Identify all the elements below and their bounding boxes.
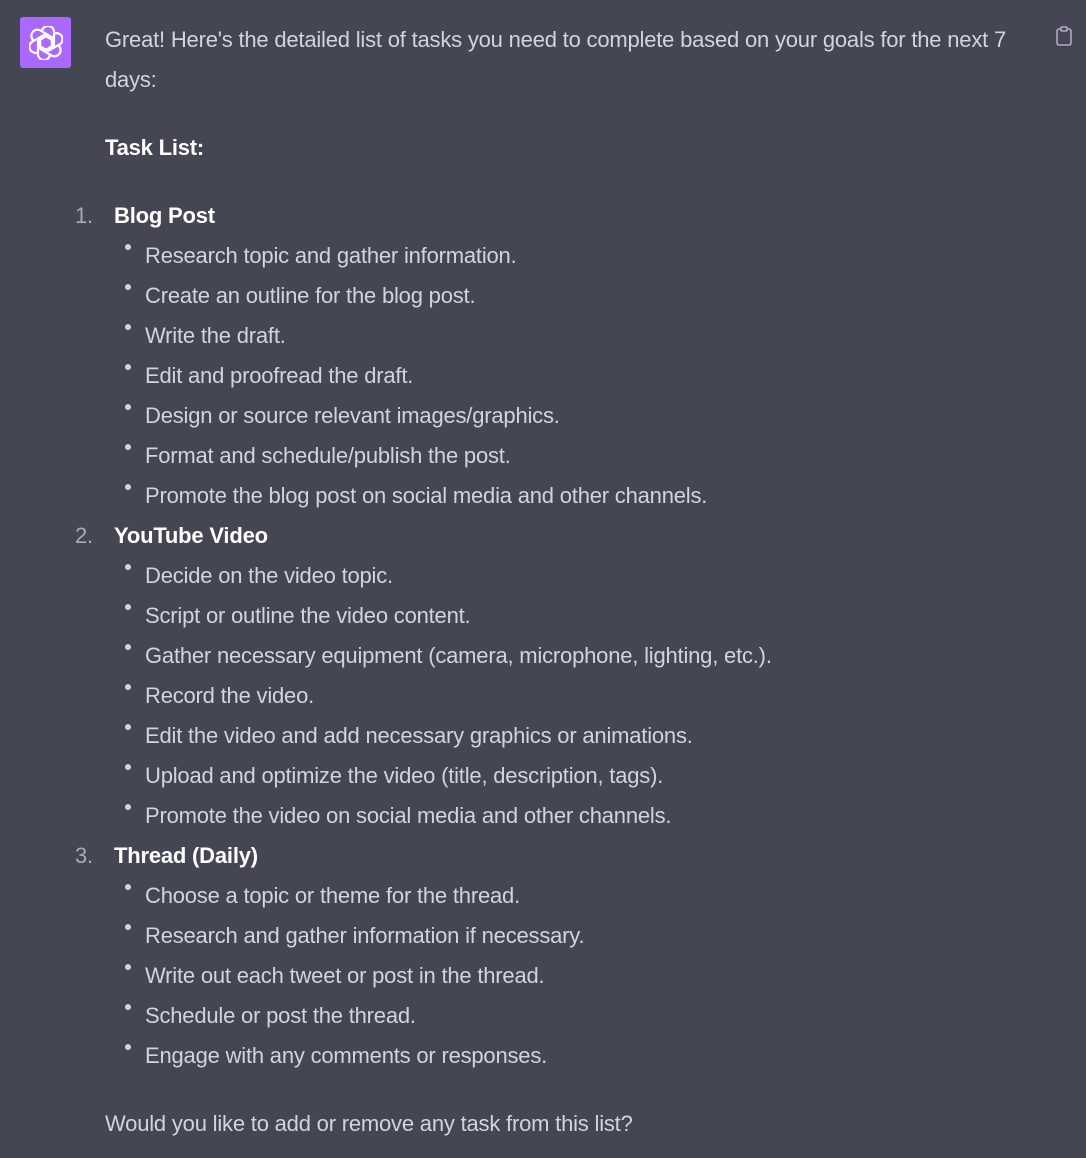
subtask-text: Research topic and gather information. (145, 243, 517, 268)
subtask-text: Promote the video on social media and other channels. (145, 803, 672, 828)
subtask-text: Gather necessary equipment (camera, microphone, lighting, etc.). (145, 643, 772, 668)
subtask-item (105, 556, 1045, 596)
subtask-list (105, 236, 1045, 516)
subtask-text: Choose a topic or theme for the thread. (145, 883, 520, 908)
bullet-icon (125, 564, 131, 570)
bullet-icon (125, 1004, 131, 1010)
task-group (75, 196, 1045, 516)
bullet-icon (125, 484, 131, 490)
subtask-item (105, 756, 1045, 796)
subtask-text: Format and schedule/publish the post. (145, 443, 511, 468)
subtask-item (105, 436, 1045, 476)
subtask-item (105, 636, 1045, 676)
subtask-item (105, 916, 1045, 956)
task-list-heading: Task List: (105, 135, 205, 160)
task-number: 3. (75, 843, 93, 868)
subtask-list (105, 556, 1045, 836)
subtask-text: Script or outline the video content. (145, 603, 471, 628)
subtask-text: Promote the blog post on social media and other channels. (145, 483, 708, 508)
bullet-icon (125, 964, 131, 970)
bullet-icon (125, 764, 131, 770)
subtask-item (105, 356, 1045, 396)
task-title: Blog Post (114, 203, 215, 228)
bullet-icon (125, 324, 131, 330)
subtask-text: Research and gather information if necessary. (145, 923, 585, 948)
subtask-text: Edit the video and add necessary graphics or animations. (145, 723, 693, 748)
subtask-text: Write out each tweet or post in the thread. (145, 963, 545, 988)
subtask-item (105, 796, 1045, 836)
task-title: Thread (Daily) (114, 843, 258, 868)
subtask-text: Schedule or post the thread. (145, 1003, 416, 1028)
subtask-text: Write the draft. (145, 323, 286, 348)
copy-button[interactable] (1052, 24, 1076, 48)
subtask-item (105, 316, 1045, 356)
task-number: 1. (75, 203, 93, 228)
bullet-icon (125, 604, 131, 610)
bullet-icon (125, 804, 131, 810)
subtask-text: Record the video. (145, 683, 315, 708)
openai-logo-icon (29, 26, 63, 60)
bullet-icon (125, 364, 131, 370)
bullet-icon (125, 684, 131, 690)
subtask-item (105, 396, 1045, 436)
subtask-list (105, 876, 1045, 1076)
subtask-text: Decide on the video topic. (145, 563, 393, 588)
bullet-icon (125, 644, 131, 650)
subtask-text: Edit and proofread the draft. (145, 363, 414, 388)
subtask-text: Create an outline for the blog post. (145, 283, 476, 308)
subtask-item (105, 716, 1045, 756)
subtask-item (105, 1036, 1045, 1076)
subtask-item (105, 596, 1045, 636)
task-number: 2. (75, 523, 93, 548)
bullet-icon (125, 244, 131, 250)
subtask-text: Design or source relevant images/graphics. (145, 403, 560, 428)
task-title: YouTube Video (114, 523, 268, 548)
subtask-item (105, 876, 1045, 916)
task-group (75, 836, 1045, 1076)
task-group (75, 516, 1045, 836)
task-list (75, 196, 1045, 1076)
subtask-text: Upload and optimize the video (title, description, tags). (145, 763, 664, 788)
bullet-icon (125, 884, 131, 890)
subtask-item (105, 996, 1045, 1036)
bullet-icon (125, 724, 131, 730)
assistant-avatar (20, 17, 71, 68)
subtask-item (105, 236, 1045, 276)
clipboard-icon (1055, 26, 1073, 46)
subtask-item (105, 956, 1045, 996)
bullet-icon (125, 404, 131, 410)
bullet-icon (125, 1044, 131, 1050)
subtask-text: Engage with any comments or responses. (145, 1043, 548, 1068)
outro-text: Would you like to add or remove any task from this list? (105, 1111, 633, 1136)
bullet-icon (125, 444, 131, 450)
subtask-item (105, 676, 1045, 716)
message-content (75, 20, 1045, 1144)
intro-text: Great! Here's the detailed list of tasks you need to complete based on your goals for the next 7 days: (105, 27, 1006, 92)
subtask-item (105, 476, 1045, 516)
bullet-icon (125, 284, 131, 290)
subtask-item (105, 276, 1045, 316)
bullet-icon (125, 924, 131, 930)
